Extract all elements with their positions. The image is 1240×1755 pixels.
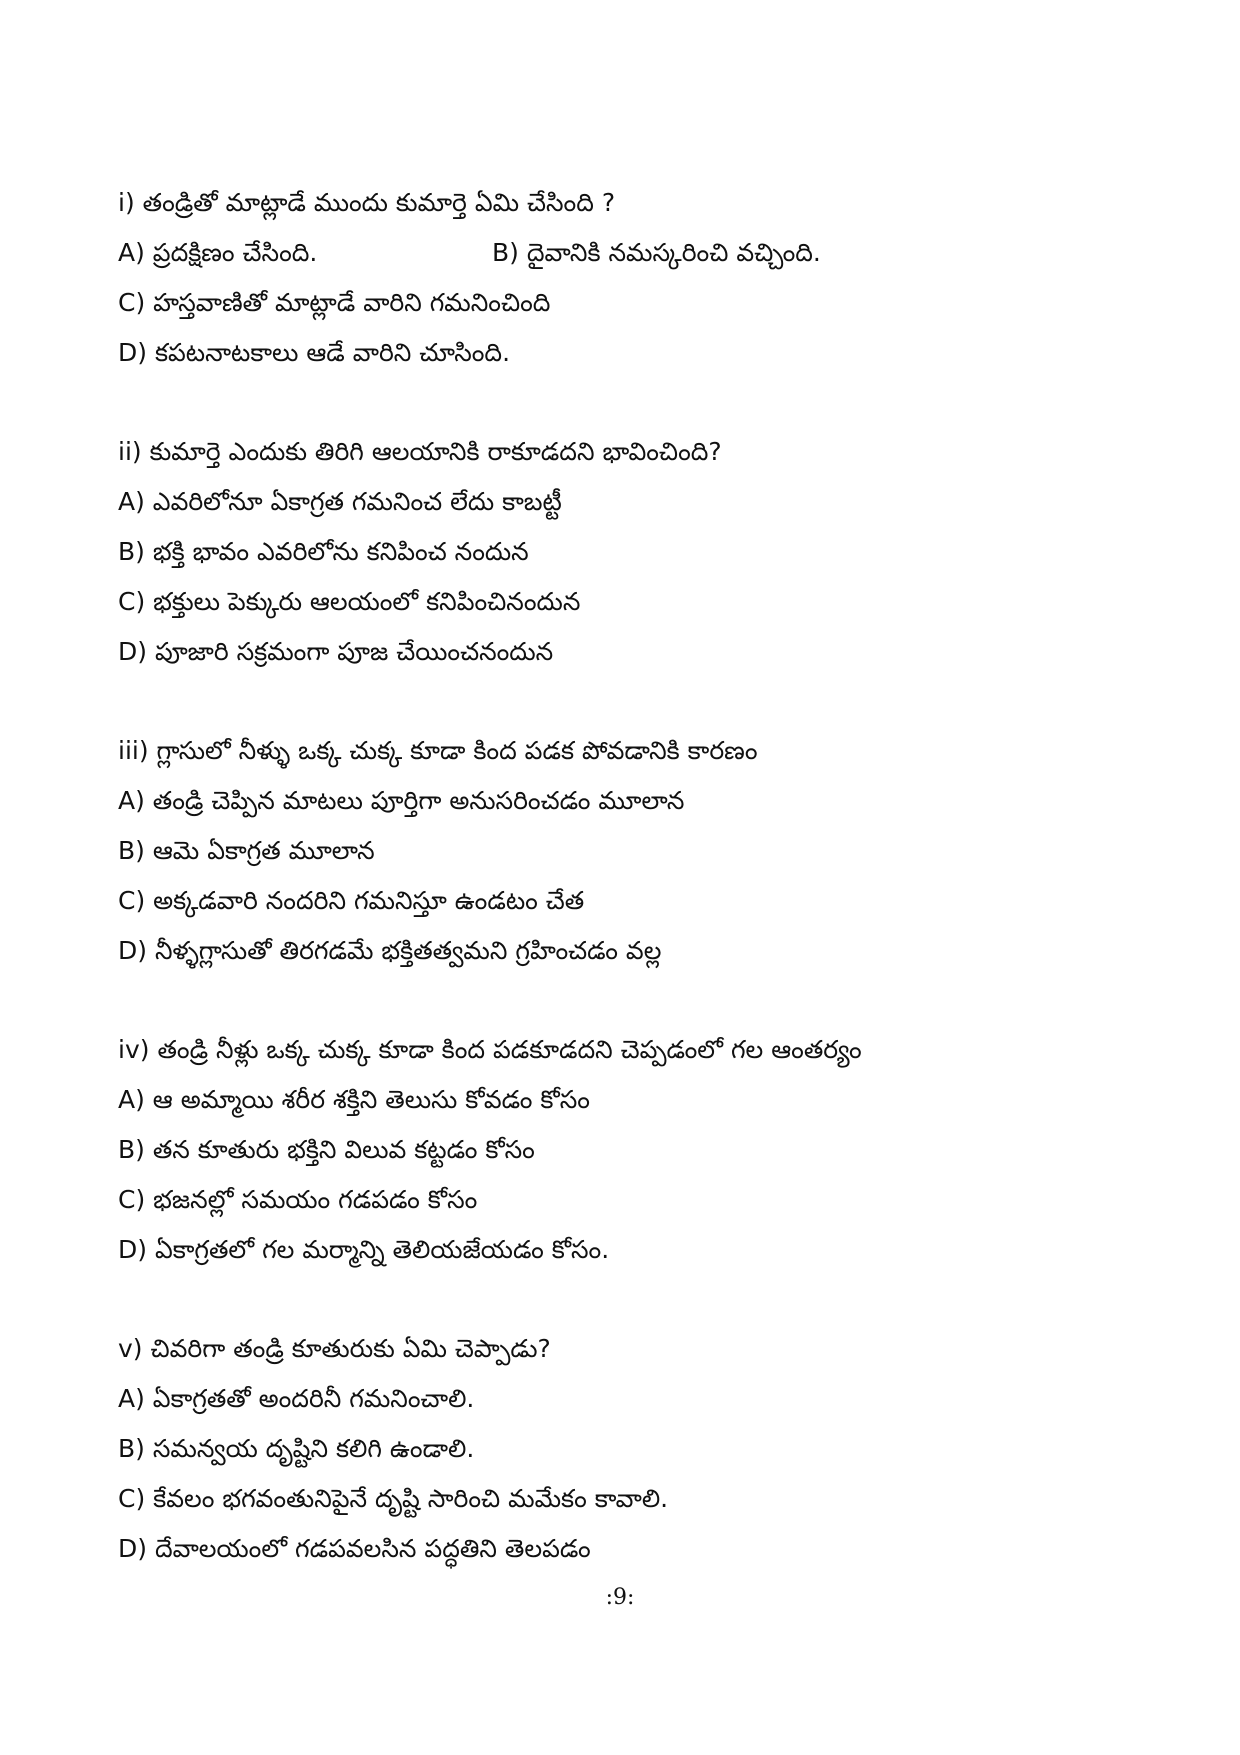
question-sheet [118,178,1128,1623]
question-5 [118,1324,1128,1574]
option-b: B) సమన్వయ దృష్టిని కలిగి ఉండాలి. [118,1434,475,1463]
page-number: :9: [605,1585,635,1610]
option-d: D) నీళ్ళగ్లాసుతో తిరగడమే భక్తితత్వమని గ్రహించడం వల్ల [118,936,662,965]
option-c: C) భక్తులు పెక్కురు ఆలయంలో కనిపించినందున [118,587,581,616]
question-2 [118,427,1128,677]
question-stem: i) తండ్రితో మాట్లాడే ముందు కుమార్తె ఏమి చేసింది ? [118,188,616,217]
option-c: C) హస్తవాణితో మాట్లాడే వారిని గమనించింది [118,288,551,317]
option-d: D) దేవాలయంలో గడపవలసిన పద్ధతిని తెలపడం [118,1534,591,1563]
option-c: C) కేవలం భగవంతునిపైనే దృష్టి సారించి మమేకం కావాలి. [118,1484,669,1513]
option-d: D) పూజారి సక్రమంగా పూజ చేయించనందున [118,637,554,666]
question-stem: v) చివరిగా తండ్రి కూతురుకు ఏమి చెప్పాడు? [118,1334,551,1363]
question-3 [118,726,1128,976]
option-c: C) భజనల్లో సమయం గడపడం కోసం [118,1185,478,1214]
option-b: B) భక్తి భావం ఎవరిలోను కనిపించ నందున [118,537,529,566]
option-a: A) ఏకాగ్రతతో అందరినీ గమనించాలి. [118,1384,475,1413]
option-b: B) తన కూతురు భక్తిని విలువ కట్టడం కోసం [118,1135,535,1164]
option-d: D) కపటనాటకాలు ఆడే వారిని చూసింది. [118,338,511,367]
question-stem: iv) తండ్రి నీళ్లు ఒక్క చుక్క కూడా కింద పడకూడదని చెప్పడంలో గల ఆంతర్యం [118,1035,862,1064]
option-row [118,228,1128,278]
option-a: A) ఆ అమ్మాయి శరీర శక్తిని తెలుసు కోవడం కోసం [118,1085,590,1114]
option-d: D) ఏకాగ్రతలో గల మర్మాన్ని తెలియజేయడం కోసం. [118,1235,610,1264]
question-4 [118,1025,1128,1275]
option-b: B) దైవానికి నమస్కరించి వచ్చింది. [492,238,821,267]
option-a: A) ఎవరిలోనూ ఏకాగ్రత గమనించ లేదు కాబట్టీ [118,487,562,516]
option-b: B) ఆమె ఏకాగ్రత మూలాన [118,836,375,865]
option-c: C) అక్కడవారి నందరిని గమనిస్తూ ఉండటం చేత [118,886,585,915]
option-a: A) ప్రదక్షిణం చేసింది. [118,238,318,267]
question-stem: ii) కుమార్తె ఎందుకు తిరిగి ఆలయానికి రాకూడదని భావించింది? [118,437,722,466]
option-a: A) తండ్రి చెప్పిన మాటలు పూర్తిగా అనుసరించడం మూలాన [118,786,685,815]
question-stem: iii) గ్లాసులో నీళ్ళు ఒక్క చుక్క కూడా కింద పడక పోవడానికి కారణం [118,736,758,765]
question-1 [118,178,1128,378]
